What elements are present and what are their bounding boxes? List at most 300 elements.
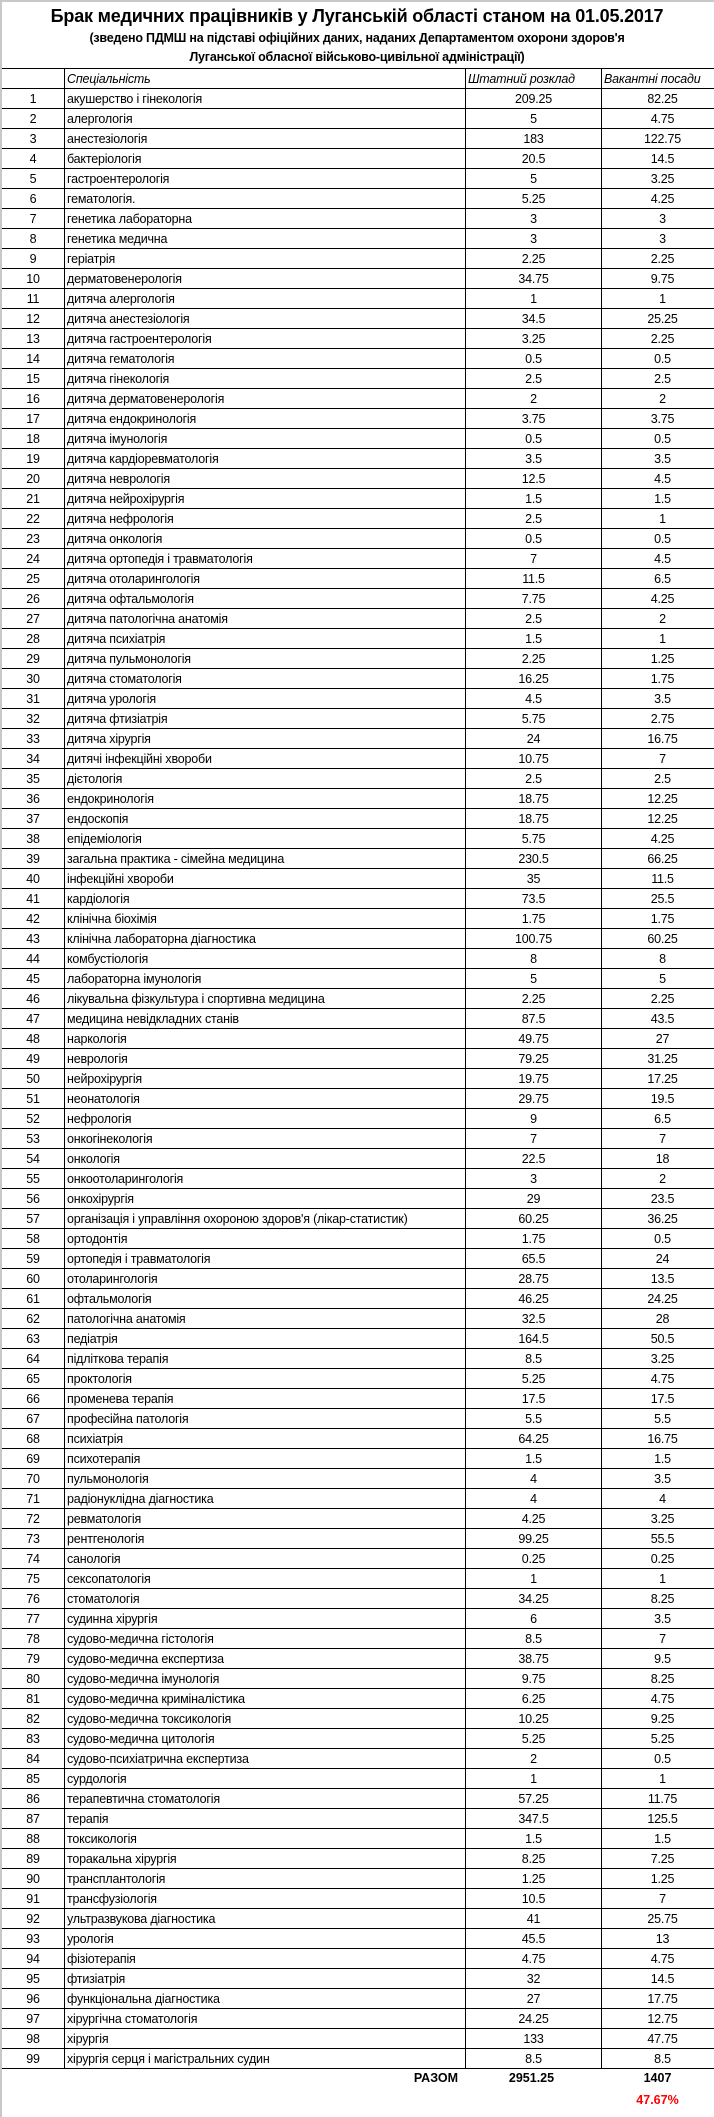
row-specialty: санологія [65,1549,466,1569]
row-staff: 1.25 [466,1869,602,1889]
row-number: 32 [2,709,65,729]
row-number: 86 [2,1789,65,1809]
row-staff: 2.5 [466,769,602,789]
row-number: 96 [2,1989,65,2009]
row-vacant: 60.25 [602,929,714,949]
row-specialty: судово-медична експертиза [65,1649,466,1669]
table-row [2,829,714,849]
row-specialty: судово-медична токсикологія [65,1709,466,1729]
row-staff: 8.5 [466,2049,602,2069]
row-specialty: дитяча пульмонологія [65,649,466,669]
row-number: 73 [2,1529,65,1549]
row-number: 46 [2,989,65,1009]
row-staff: 0.5 [466,349,602,369]
row-staff: 49.75 [466,1029,602,1049]
row-number: 61 [2,1289,65,1309]
table-row [2,1629,714,1649]
row-staff: 38.75 [466,1649,602,1669]
row-vacant: 4.75 [602,1369,714,1389]
row-number: 90 [2,1869,65,1889]
row-staff: 57.25 [466,1789,602,1809]
row-staff: 7 [466,549,602,569]
row-specialty: дитяча отоларингологія [65,569,466,589]
row-specialty: геріатрія [65,249,466,269]
row-staff: 29.75 [466,1089,602,1109]
row-staff: 17.5 [466,1389,602,1409]
table-row [2,1069,714,1089]
row-vacant: 24.25 [602,1289,714,1309]
row-specialty: трансфузіологія [65,1889,466,1909]
row-number: 62 [2,1309,65,1329]
row-vacant: 3 [602,229,714,249]
table-row [2,1149,714,1169]
row-number: 10 [2,269,65,289]
row-specialty: дитяча алергологія [65,289,466,309]
row-number: 57 [2,1209,65,1229]
row-specialty: урологія [65,1929,466,1949]
row-staff: 3.25 [466,329,602,349]
row-staff: 11.5 [466,569,602,589]
row-number: 28 [2,629,65,649]
row-staff: 6 [466,1609,602,1629]
row-staff: 5.25 [466,1729,602,1749]
row-number: 74 [2,1549,65,1569]
row-staff: 230.5 [466,849,602,869]
row-specialty: терапевтична стоматологія [65,1789,466,1809]
row-vacant: 7 [602,1629,714,1649]
row-specialty: функціональна діагностика [65,1989,466,2009]
image-frame-top [0,0,714,2]
table-row [2,429,714,449]
row-vacant: 14.5 [602,1969,714,1989]
row-vacant: 8.25 [602,1589,714,1609]
row-specialty: ревматологія [65,1509,466,1529]
row-specialty: офтальмологія [65,1289,466,1309]
table-row [2,249,714,269]
row-staff: 3.5 [466,449,602,469]
row-number: 4 [2,149,65,169]
row-number: 92 [2,1909,65,1929]
row-number: 2 [2,109,65,129]
row-vacant: 2 [602,389,714,409]
row-vacant: 11.75 [602,1789,714,1809]
row-number: 47 [2,1009,65,1029]
row-vacant: 2 [602,1169,714,1189]
row-vacant: 16.75 [602,1429,714,1449]
row-specialty: акушерство і гінекологія [65,89,466,109]
table-row [2,1589,714,1609]
table-row [2,169,714,189]
table-row [2,1229,714,1249]
row-vacant: 23.5 [602,1189,714,1209]
row-vacant: 12.75 [602,2009,714,2029]
table-header-row [2,69,714,89]
table-row [2,1469,714,1489]
row-specialty: хірургічна стоматологія [65,2009,466,2029]
table-row [2,1049,714,1069]
table-row [2,749,714,769]
row-specialty: педіатрія [65,1329,466,1349]
row-staff: 9.75 [466,1669,602,1689]
row-specialty: бактеріологія [65,149,466,169]
table-row [2,869,714,889]
row-vacant: 3.25 [602,1349,714,1369]
row-number: 34 [2,749,65,769]
table-row [2,1869,714,1889]
row-vacant: 12.25 [602,809,714,829]
row-specialty: ультразвукова діагностика [65,1909,466,1929]
table-row [2,1129,714,1149]
row-number: 35 [2,769,65,789]
row-number: 99 [2,2049,65,2069]
row-vacant: 0.25 [602,1549,714,1569]
row-staff: 2.25 [466,249,602,269]
row-number: 19 [2,449,65,469]
row-vacant: 7 [602,749,714,769]
row-specialty: хірургія [65,2029,466,2049]
row-vacant: 0.5 [602,1229,714,1249]
row-vacant: 24 [602,1249,714,1269]
table-row [2,349,714,369]
row-number: 43 [2,929,65,949]
table-row [2,1329,714,1349]
row-staff: 2 [466,389,602,409]
row-specialty: анестезіологія [65,129,466,149]
table-row [2,1169,714,1189]
row-staff: 1 [466,289,602,309]
row-specialty: загальна практика - сімейна медицина [65,849,466,869]
row-staff: 4 [466,1469,602,1489]
row-staff: 24.25 [466,2009,602,2029]
table-row [2,569,714,589]
table-row [2,1769,714,1789]
row-staff: 1 [466,1569,602,1589]
table-row [2,989,714,1009]
row-specialty: дитяча патологічна анатомія [65,609,466,629]
row-staff: 100.75 [466,929,602,949]
row-number: 84 [2,1749,65,1769]
row-specialty: психіатрія [65,1429,466,1449]
row-vacant: 122.75 [602,129,714,149]
row-vacant: 125.5 [602,1809,714,1829]
table-row [2,1789,714,1809]
page-subtitle-line1: (зведено ПДМШ на підставі офіційних даних, наданих Департаментом охорони здоров'я [89,31,625,45]
table-row [2,1029,714,1049]
row-staff: 24 [466,729,602,749]
row-specialty: онкологія [65,1149,466,1169]
row-number: 51 [2,1089,65,1109]
row-number: 30 [2,669,65,689]
row-staff: 1 [466,1769,602,1789]
row-number: 12 [2,309,65,329]
row-staff: 8.25 [466,1849,602,1869]
table-row [2,969,714,989]
row-vacant: 4.25 [602,189,714,209]
row-vacant: 55.5 [602,1529,714,1549]
row-specialty: судинна хірургія [65,1609,466,1629]
row-staff: 18.75 [466,789,602,809]
table-row [2,929,714,949]
row-specialty: рентгенологія [65,1529,466,1549]
row-vacant: 1 [602,1769,714,1789]
row-number: 81 [2,1689,65,1709]
row-vacant: 4.5 [602,469,714,489]
row-staff: 8.5 [466,1349,602,1369]
row-vacant: 47.75 [602,2029,714,2049]
table-row [2,149,714,169]
row-specialty: токсикологія [65,1829,466,1849]
row-number: 44 [2,949,65,969]
table-row [2,1709,714,1729]
row-vacant: 1 [602,629,714,649]
row-specialty: організація і управління охороною здоров'я (лікар-статистик) [65,1209,466,1229]
row-specialty: дитяча офтальмологія [65,589,466,609]
table-row [2,1949,714,1969]
row-vacant: 2.25 [602,989,714,1009]
row-specialty: неонатологія [65,1089,466,1109]
totals-label: РАЗОМ [413,2071,458,2085]
row-staff: 16.25 [466,669,602,689]
row-number: 31 [2,689,65,709]
row-number: 78 [2,1629,65,1649]
row-specialty: дитяча нефрологія [65,509,466,529]
table-row [2,1969,714,1989]
row-vacant: 3.25 [602,1509,714,1529]
row-vacant: 3.5 [602,449,714,469]
table-row [2,1809,714,1829]
row-vacant: 27 [602,1029,714,1049]
row-specialty: епідеміологія [65,829,466,849]
row-vacant: 0.5 [602,349,714,369]
table-row [2,369,714,389]
row-number: 14 [2,349,65,369]
table-row [2,1449,714,1469]
table-row [2,189,714,209]
row-staff: 32 [466,1969,602,1989]
table-row [2,1009,714,1029]
row-staff: 99.25 [466,1529,602,1549]
row-number: 94 [2,1949,65,1969]
row-staff: 10.75 [466,749,602,769]
row-vacant: 1 [602,289,714,309]
header-specialty: Спеціальність [65,69,466,89]
row-staff: 10.25 [466,1709,602,1729]
row-specialty: дитяча хірургія [65,729,466,749]
row-staff: 2.5 [466,609,602,629]
row-number: 95 [2,1969,65,1989]
row-specialty: радіонуклідна діагностика [65,1489,466,1509]
row-number: 88 [2,1829,65,1849]
row-specialty: пульмонологія [65,1469,466,1489]
row-staff: 8.5 [466,1629,602,1649]
row-staff: 64.25 [466,1429,602,1449]
row-number: 93 [2,1929,65,1949]
row-vacant: 7 [602,1889,714,1909]
row-number: 11 [2,289,65,309]
row-vacant: 7 [602,1129,714,1149]
row-vacant: 3.5 [602,1609,714,1629]
table-row [2,1289,714,1309]
row-staff: 347.5 [466,1809,602,1829]
table-row [2,1569,714,1589]
row-vacant: 50.5 [602,1329,714,1349]
row-number: 18 [2,429,65,449]
row-staff: 22.5 [466,1149,602,1169]
row-number: 58 [2,1229,65,1249]
row-staff: 1.5 [466,629,602,649]
row-vacant: 4 [602,1489,714,1509]
table-row [2,489,714,509]
row-vacant: 8 [602,949,714,969]
row-vacant: 1.5 [602,489,714,509]
row-staff: 1.5 [466,1449,602,1469]
table-row [2,1189,714,1209]
row-vacant: 2.25 [602,249,714,269]
row-number: 98 [2,2029,65,2049]
totals-row [0,2068,714,2088]
table-row [2,1209,714,1229]
row-specialty: дитяча неврологія [65,469,466,489]
row-vacant: 2 [602,609,714,629]
row-staff: 1.5 [466,1829,602,1849]
row-staff: 28.75 [466,1269,602,1289]
table-row [2,1369,714,1389]
row-vacant: 4.75 [602,1949,714,1969]
row-number: 22 [2,509,65,529]
table-row [2,809,714,829]
row-specialty: лабораторна імунологія [65,969,466,989]
table-row [2,1089,714,1109]
row-specialty: неврологія [65,1049,466,1069]
row-staff: 2.5 [466,369,602,389]
table-row [2,209,714,229]
row-vacant: 12.25 [602,789,714,809]
row-specialty: дитяча ендокринологія [65,409,466,429]
row-vacant: 4.75 [602,1689,714,1709]
table-row [2,1309,714,1329]
row-staff: 60.25 [466,1209,602,1229]
row-vacant: 1 [602,1569,714,1589]
row-number: 82 [2,1709,65,1729]
row-specialty: дитяча імунологія [65,429,466,449]
row-number: 20 [2,469,65,489]
row-specialty: фізіотерапія [65,1949,466,1969]
row-number: 69 [2,1449,65,1469]
totals-staff: 2951.25 [508,2071,555,2085]
row-specialty: лікувальна фізкультура і спортивна медицина [65,989,466,1009]
row-specialty: медицина невідкладних станів [65,1009,466,1029]
row-specialty: фтизіатрія [65,1969,466,1989]
row-staff: 46.25 [466,1289,602,1309]
row-specialty: клінічна біохімія [65,909,466,929]
row-number: 38 [2,829,65,849]
table-row [2,1989,714,2009]
row-number: 72 [2,1509,65,1529]
row-specialty: клінічна лабораторна діагностика [65,929,466,949]
row-specialty: судово-медична криміналістика [65,1689,466,1709]
row-vacant: 1.75 [602,909,714,929]
row-specialty: судово-медична цитологія [65,1729,466,1749]
row-number: 71 [2,1489,65,1509]
row-specialty: онкогінекологія [65,1129,466,1149]
row-staff: 9 [466,1109,602,1129]
row-number: 87 [2,1809,65,1829]
row-staff: 79.25 [466,1049,602,1069]
row-vacant: 0.5 [602,429,714,449]
row-vacant: 31.25 [602,1049,714,1069]
row-specialty: судово-медична імунологія [65,1669,466,1689]
row-staff: 5.75 [466,709,602,729]
vacancy-percent: 47.67% [636,2093,679,2107]
row-staff: 41 [466,1909,602,1929]
row-specialty: психотерапія [65,1449,466,1469]
row-number: 75 [2,1569,65,1589]
row-staff: 65.5 [466,1249,602,1269]
row-staff: 5.5 [466,1409,602,1429]
row-specialty: дитяча урологія [65,689,466,709]
row-number: 50 [2,1069,65,1089]
row-number: 64 [2,1349,65,1369]
row-staff: 3.75 [466,409,602,429]
row-number: 7 [2,209,65,229]
row-vacant: 1.75 [602,669,714,689]
table-row [2,1349,714,1369]
row-vacant: 2.75 [602,709,714,729]
row-number: 24 [2,549,65,569]
row-vacant: 17.75 [602,1989,714,2009]
table-row [2,1669,714,1689]
row-staff: 2.25 [466,989,602,1009]
table-row [2,729,714,749]
row-vacant: 1 [602,509,714,529]
row-number: 42 [2,909,65,929]
row-number: 89 [2,1849,65,1869]
row-specialty: алергологія [65,109,466,129]
row-specialty: гастроентерологія [65,169,466,189]
row-specialty: дієтологія [65,769,466,789]
row-number: 6 [2,189,65,209]
row-vacant: 2.5 [602,369,714,389]
row-specialty: стоматологія [65,1589,466,1609]
table-row [2,109,714,129]
table-row [2,1729,714,1749]
row-vacant: 17.25 [602,1069,714,1089]
row-specialty: дерматовенерологія [65,269,466,289]
row-number: 83 [2,1729,65,1749]
header-staff: Штатний розклад [466,69,602,89]
table-row [2,1249,714,1269]
row-vacant: 3.5 [602,1469,714,1489]
row-staff: 0.5 [466,429,602,449]
row-specialty: сексопатологія [65,1569,466,1589]
row-specialty: дитяча онкологія [65,529,466,549]
row-staff: 34.5 [466,309,602,329]
row-vacant: 4.25 [602,829,714,849]
row-staff: 34.75 [466,269,602,289]
row-vacant: 2.5 [602,769,714,789]
row-vacant: 1.5 [602,1829,714,1849]
row-vacant: 7.25 [602,1849,714,1869]
row-specialty: генетика лабораторна [65,209,466,229]
row-vacant: 5.5 [602,1409,714,1429]
table-row [2,2049,714,2069]
row-vacant: 4.5 [602,549,714,569]
row-number: 29 [2,649,65,669]
row-staff: 20.5 [466,149,602,169]
table-row [2,889,714,909]
table-row [2,1889,714,1909]
row-number: 63 [2,1329,65,1349]
